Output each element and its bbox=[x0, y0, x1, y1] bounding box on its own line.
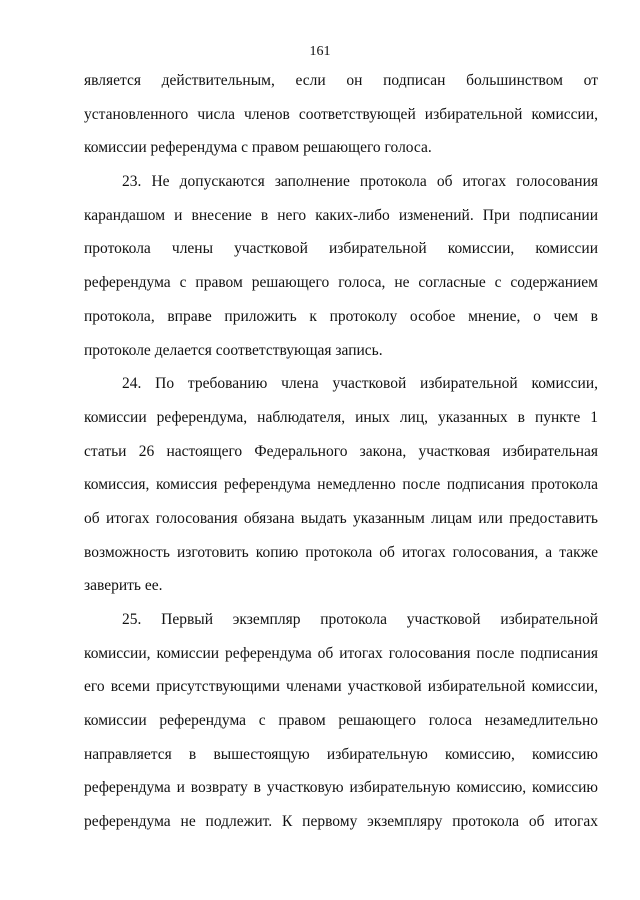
text-line: комиссии, комиссии референдума об итогах голосования после подписания bbox=[84, 644, 598, 662]
page-number: 161 bbox=[309, 44, 331, 59]
text-line: комиссии референдума, наблюдателя, иных лиц, указанных в пункте 1 bbox=[84, 408, 598, 426]
text-line: протокола, вправе приложить к протоколу особое мнение, о чем в bbox=[84, 307, 598, 325]
text-line: комиссии референдума с правом решающего голоса. bbox=[84, 139, 432, 157]
text-line: статьи 26 настоящего Федерального закона, участковая избирательная bbox=[84, 442, 598, 460]
paragraph-23-start: 23. Не допускаются заполнение протокола об итогах голосования bbox=[122, 173, 598, 191]
text-line: референдума с правом решающего голоса, не согласные с содержанием bbox=[84, 274, 598, 292]
text-line: установленного числа членов соответствующей избирательной комиссии, bbox=[84, 105, 598, 123]
text-line: об итогах голосования обязана выдать указанным лицам или предоставить bbox=[84, 509, 598, 527]
text-line: референдума и возврату в участковую избирательную комиссию, комиссию bbox=[84, 779, 598, 797]
text-line: комиссии референдума с правом решающего голоса незамедлительно bbox=[84, 712, 598, 730]
paragraph-24-start: 24. По требованию члена участковой избирательной комиссии, bbox=[122, 375, 598, 393]
text-line: направляется в вышестоящую избирательную комиссию, комиссию bbox=[84, 745, 598, 763]
text-line: референдума не подлежит. К первому экземпляру протокола об итогах bbox=[84, 813, 598, 831]
text-line: его всеми присутствующими членами участковой избирательной комиссии, bbox=[84, 678, 598, 696]
text-line: возможность изготовить копию протокола об итогах голосования, а также bbox=[84, 543, 598, 561]
text-line: протоколе делается соответствующая запись. bbox=[84, 341, 383, 359]
text-line: является действительным, если он подписан большинством от bbox=[84, 72, 598, 89]
text-line: заверить ее. bbox=[84, 577, 163, 595]
text-line: протокола члены участковой избирательной комиссии, комиссии bbox=[84, 240, 598, 258]
text-line: комиссия, комиссия референдума немедленно после подписания протокола bbox=[84, 476, 598, 494]
document-body bbox=[84, 64, 598, 839]
text-line: карандашом и внесение в него каких-либо изменений. При подписании bbox=[84, 206, 598, 224]
paragraph-25-start: 25. Первый экземпляр протокола участковой избирательной bbox=[122, 611, 598, 628]
